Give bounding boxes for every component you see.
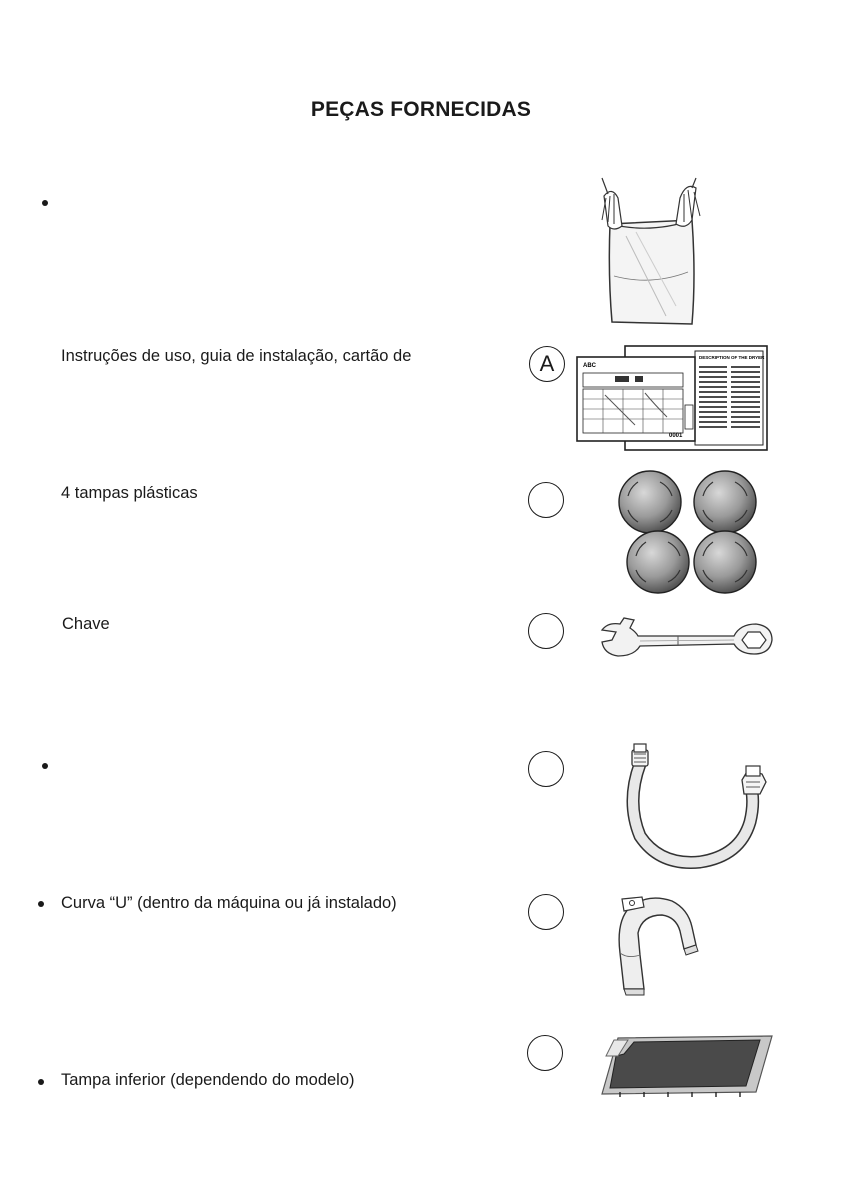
item-label-caps	[528, 482, 564, 518]
plastic-cap-icon	[614, 468, 764, 596]
item-label-hose	[528, 751, 564, 787]
hose-icon	[620, 742, 770, 870]
item-label-cover	[527, 1035, 563, 1071]
bullet	[38, 901, 44, 907]
page-title: PEÇAS FORNECIDAS	[310, 98, 532, 121]
bottom-cover-icon	[600, 1034, 776, 1098]
item-wrench-text: Chave	[62, 615, 110, 633]
plastic-bag-icon	[596, 176, 708, 332]
item-label-wrench	[528, 613, 564, 649]
item-label-a: A	[529, 346, 565, 382]
bullet	[42, 200, 48, 206]
item-label-ucurve	[528, 894, 564, 930]
manual-icon	[575, 345, 769, 453]
manual-heading: DESCRIPTION OF THE DRYER	[699, 355, 765, 360]
wrench-icon	[598, 614, 774, 660]
bullet	[42, 763, 48, 769]
item-cover-text: Tampa inferior (dependendo do modelo)	[61, 1071, 355, 1089]
item-caps-text: 4 tampas plásticas	[61, 484, 198, 502]
manual-code: 0001	[669, 433, 683, 439]
u-curve-icon	[614, 893, 700, 997]
manual-brand: ABC	[583, 363, 596, 369]
item-manual-text: Instruções de uso, guia de instalação, cartão de	[61, 347, 412, 365]
item-ucurve-text: Curva “U” (dentro da máquina ou já instalado)	[61, 894, 397, 912]
bullet	[38, 1079, 44, 1085]
